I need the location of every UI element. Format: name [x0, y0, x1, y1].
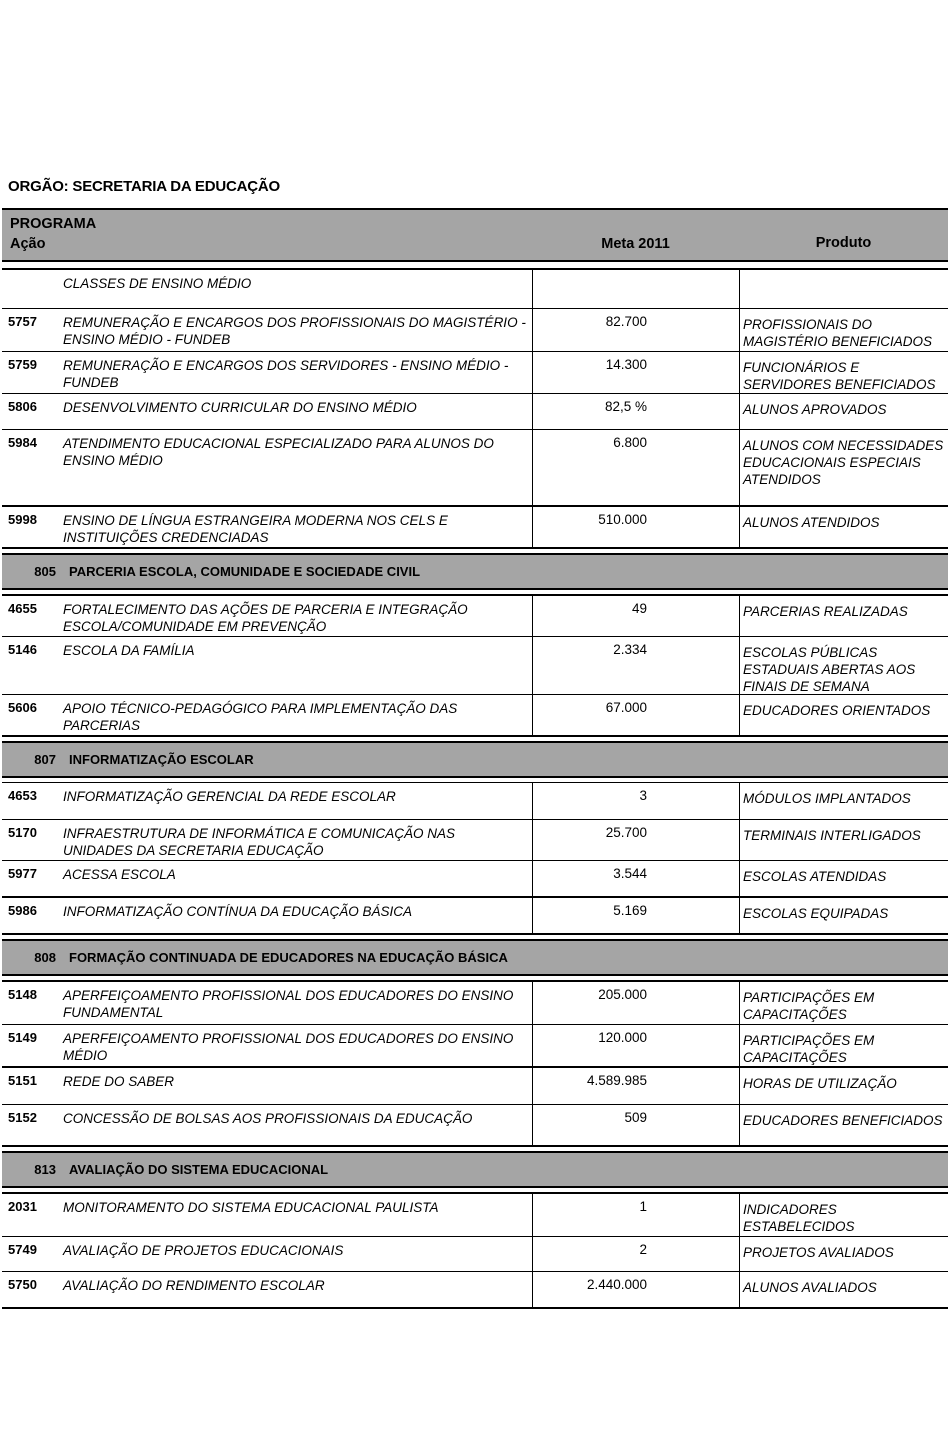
action-code: 2031	[8, 1199, 37, 1214]
table-row	[2, 694, 948, 735]
action-code: 5149	[8, 1030, 37, 1045]
product-label: HORAS DE UTILIZAÇÃO	[739, 1068, 948, 1104]
action-description: INFORMATIZAÇÃO GERENCIAL DA REDE ESCOLAR	[63, 789, 396, 804]
action-code: 5148	[8, 987, 37, 1002]
header-acao: Ação	[10, 236, 46, 252]
program-name: INFORMATIZAÇÃO ESCOLAR	[69, 752, 254, 767]
table-row	[2, 636, 948, 694]
action-code: 4653	[8, 788, 37, 803]
table-row	[2, 351, 948, 393]
table-row	[2, 860, 948, 896]
action-code: 5749	[8, 1242, 37, 1257]
action-description: DESENVOLVIMENTO CURRICULAR DO ENSINO MÉDIO	[63, 400, 417, 415]
meta-value: 3	[532, 783, 739, 819]
action-description: REMUNERAÇÃO E ENCARGOS DOS PROFISSIONAIS DO MAGISTÉRIO - ENSINO MÉDIO - FUNDEB	[63, 315, 526, 347]
action-code: 5146	[8, 642, 37, 657]
action-code: 5977	[8, 866, 37, 881]
table-body	[2, 268, 948, 1309]
table-row	[2, 1104, 948, 1145]
action-description: ATENDIMENTO EDUCACIONAL ESPECIALIZADO PARA ALUNOS DO ENSINO MÉDIO	[63, 436, 494, 468]
table-row	[2, 819, 948, 860]
table-row	[2, 980, 948, 1024]
action-description: REMUNERAÇÃO E ENCARGOS DOS SERVIDORES - ENSINO MÉDIO - FUNDEB	[63, 358, 509, 390]
product-label: ESCOLAS ATENDIDAS	[739, 861, 948, 896]
action-code	[2, 270, 63, 308]
product-label: FUNCIONÁRIOS E SERVIDORES BENEFICIADOS	[739, 352, 948, 393]
action-code: 4655	[8, 601, 37, 616]
program-name: PARCERIA ESCOLA, COMUNIDADE E SOCIEDADE CIVIL	[69, 564, 421, 579]
action-code: 5986	[8, 903, 37, 918]
action-code: 5152	[8, 1110, 37, 1125]
section-end-rule	[2, 1145, 948, 1147]
action-code: 5750	[8, 1277, 37, 1292]
section-end-rule	[2, 735, 948, 737]
header-meta: Meta 2011	[601, 236, 670, 252]
action-description: APERFEIÇOAMENTO PROFISSIONAL DOS EDUCADORES DO ENSINO MÉDIO	[63, 1031, 514, 1063]
meta-value: 6.800	[532, 430, 739, 505]
action-code: 5806	[8, 399, 37, 414]
meta-value: 3.544	[532, 861, 739, 896]
table-row	[2, 429, 948, 505]
product-label: INDICADORES ESTABELECIDOS	[739, 1194, 948, 1236]
table-row	[2, 393, 948, 429]
action-code: 5170	[8, 825, 37, 840]
product-label: ALUNOS APROVADOS	[739, 394, 948, 429]
meta-value: 14.300	[532, 352, 739, 393]
action-description: AVALIAÇÃO DO RENDIMENTO ESCOLAR	[63, 1278, 325, 1293]
table-row	[2, 1024, 948, 1066]
meta-value: 2.334	[532, 637, 739, 694]
program-band	[2, 1151, 948, 1188]
program-code: 813	[34, 1162, 56, 1177]
meta-value: 120.000	[532, 1025, 739, 1066]
product-label: EDUCADORES BENEFICIADOS	[739, 1105, 948, 1145]
header-programa: PROGRAMA	[10, 216, 97, 232]
action-description: CLASSES DE ENSINO MÉDIO	[63, 276, 252, 291]
actions-table	[2, 208, 948, 1309]
table-row	[2, 782, 948, 819]
program-band	[2, 553, 948, 590]
meta-value: 205.000	[532, 982, 739, 1024]
action-description: ESCOLA DA FAMÍLIA	[63, 643, 195, 658]
meta-value: 510.000	[532, 507, 739, 547]
product-label: PARTICIPAÇÕES EM CAPACITAÇÕES	[739, 982, 948, 1024]
action-description: ENSINO DE LÍNGUA ESTRANGEIRA MODERNA NOS CELS E INSTITUIÇÕES CREDENCIADAS	[63, 513, 448, 545]
product-label: ESCOLAS EQUIPADAS	[739, 898, 948, 933]
product-label: EDUCADORES ORIENTADOS	[739, 695, 948, 735]
table-row	[2, 268, 948, 308]
action-description: CONCESSÃO DE BOLSAS AOS PROFISSIONAIS DA EDUCAÇÃO	[63, 1111, 473, 1126]
action-code: 5606	[8, 700, 37, 715]
action-description: FORTALECIMENTO DAS AÇÕES DE PARCERIA E INTEGRAÇÃO ESCOLA/COMUNIDADE EM PREVENÇÃO	[63, 602, 468, 634]
action-description: ACESSA ESCOLA	[63, 867, 176, 882]
meta-value: 49	[532, 596, 739, 636]
table-row	[2, 308, 948, 351]
meta-value: 82.700	[532, 309, 739, 351]
meta-value: 82,5 %	[532, 394, 739, 429]
meta-value: 67.000	[532, 695, 739, 735]
action-code: 5998	[8, 512, 37, 527]
product-label: TERMINAIS INTERLIGADOS	[739, 820, 948, 860]
table-row	[2, 1236, 948, 1271]
action-description: APOIO TÉCNICO-PEDAGÓGICO PARA IMPLEMENTAÇÃO DAS PARCERIAS	[63, 701, 458, 733]
product-label: PROFISSIONAIS DO MAGISTÉRIO BENEFICIADOS	[739, 309, 948, 351]
table-row	[2, 505, 948, 547]
program-code: 808	[34, 950, 56, 965]
action-description: REDE DO SABER	[63, 1074, 175, 1089]
table-row	[2, 1066, 948, 1104]
section-end-rule	[2, 547, 948, 549]
action-description: INFORMATIZAÇÃO CONTÍNUA DA EDUCAÇÃO BÁSICA	[63, 904, 413, 919]
org-title: ORGÃO: SECRETARIA DA EDUCAÇÃO	[8, 178, 280, 195]
table-row	[2, 594, 948, 636]
table-header	[2, 208, 948, 262]
meta-value: 4.589.985	[532, 1068, 739, 1104]
meta-value: 25.700	[532, 820, 739, 860]
action-code: 5757	[8, 314, 37, 329]
action-description: APERFEIÇOAMENTO PROFISSIONAL DOS EDUCADORES DO ENSINO FUNDAMENTAL	[63, 988, 514, 1020]
table-row	[2, 1271, 948, 1307]
meta-value: 509	[532, 1105, 739, 1145]
action-description: MONITORAMENTO DO SISTEMA EDUCACIONAL PAULISTA	[63, 1200, 439, 1215]
program-name: AVALIAÇÃO DO SISTEMA EDUCACIONAL	[69, 1162, 329, 1177]
action-description: AVALIAÇÃO DE PROJETOS EDUCACIONAIS	[63, 1243, 344, 1258]
action-code: 5759	[8, 357, 37, 372]
product-label: PROJETOS AVALIADOS	[739, 1237, 948, 1271]
program-code: 805	[34, 564, 56, 579]
product-label: ALUNOS AVALIADOS	[739, 1272, 948, 1307]
product-label: ESCOLAS PÚBLICAS ESTADUAIS ABERTAS AOS FINAIS DE SEMANA	[739, 637, 948, 694]
product-label: PARCERIAS REALIZADAS	[739, 596, 948, 636]
program-code: 807	[34, 752, 56, 767]
product-label: PARTICIPAÇÕES EM CAPACITAÇÕES	[739, 1025, 948, 1066]
section-end-rule	[2, 933, 948, 935]
meta-value: 5.169	[532, 898, 739, 933]
table-row	[2, 896, 948, 933]
action-code: 5151	[8, 1073, 37, 1088]
header-produto: Produto	[815, 235, 872, 251]
product-label: ALUNOS COM NECESSIDADES EDUCACIONAIS ESPECIAIS ATENDIDOS	[739, 430, 948, 505]
product-label: ALUNOS ATENDIDOS	[739, 507, 948, 547]
meta-value: 1	[532, 1194, 739, 1236]
action-description: INFRAESTRUTURA DE INFORMÁTICA E COMUNICAÇÃO NAS UNIDADES DA SECRETARIA EDUCAÇÃO	[63, 826, 456, 858]
meta-value: 2	[532, 1237, 739, 1271]
product-label: MÓDULOS IMPLANTADOS	[739, 783, 948, 819]
product-label	[739, 270, 948, 308]
program-name: FORMAÇÃO CONTINUADA DE EDUCADORES NA EDUCAÇÃO BÁSICA	[69, 950, 508, 965]
meta-value: 2.440.000	[532, 1272, 739, 1307]
meta-value	[532, 270, 739, 308]
section-end-rule	[2, 1307, 948, 1309]
action-code: 5984	[8, 435, 37, 450]
program-band	[2, 741, 948, 778]
table-row	[2, 1192, 948, 1236]
program-band	[2, 939, 948, 976]
